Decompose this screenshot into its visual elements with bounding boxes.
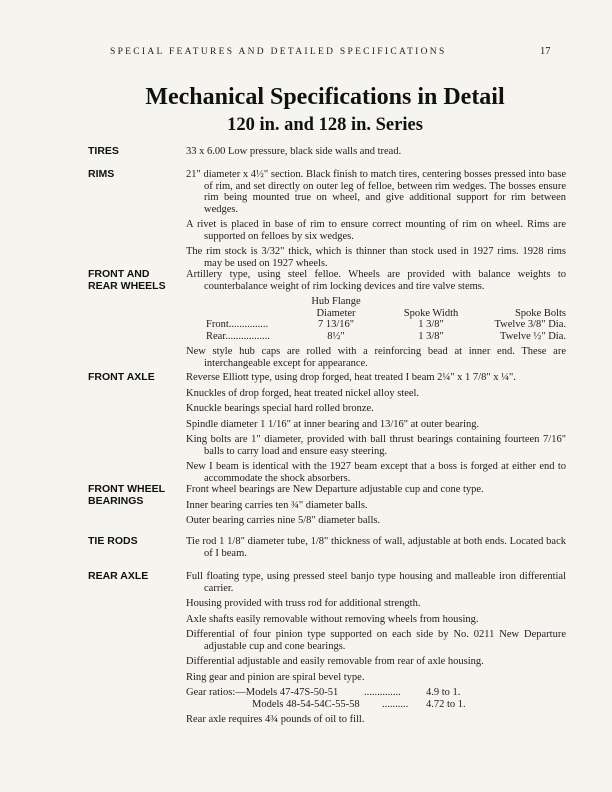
leader-dots: ............... <box>228 319 269 330</box>
section-label: TIE RODS <box>88 535 138 547</box>
table-row <box>186 319 566 331</box>
page-subtitle: 120 in. and 128 in. Series <box>227 115 423 135</box>
section-label: REAR AXLE <box>88 570 149 582</box>
section-label: TIRES <box>88 145 119 157</box>
paragraph: A rivet is placed in base of rim to ensure correct mounting of rim on wheel. Rims are supported on felloes by six wedges. <box>186 219 566 242</box>
cell-spoke-bolts: Twelve ½" Dia. <box>500 330 566 342</box>
section-body <box>186 169 566 273</box>
paragraph: Differential of four pinion type supported on each side by No. 0211 New Departure adjustable cup and cone bearings. <box>186 629 566 652</box>
hub-flange-table <box>186 296 566 342</box>
paragraph: Knuckles of drop forged, heat treated nickel alloy steel. <box>186 387 420 399</box>
paragraph: Housing provided with truss rod for additional strength. <box>186 598 421 609</box>
section-body <box>186 571 566 730</box>
leader-dots: .......... <box>382 698 409 710</box>
table-header-row <box>186 308 566 320</box>
paragraph: New I beam is identical with the 1927 beam except that a boss is forged at either end to accommodate the shock absorbers. <box>186 461 566 484</box>
paragraph: 21" diameter x 4½" section. Black finish to match tires, centering bosses pressed into base of rim, and set directly on outer leg of felloe, between rim wedges. The bosses ensure rim being mounted true on wheel, and give additional support for rim between wedges. <box>186 169 566 215</box>
paragraph: Tie rod 1 1/8" diameter tube, 1/8" thickness of wall, adjustable at both ends. Located back of I beam. <box>186 536 566 559</box>
paragraph: Front wheel bearings are New Departure adjustable cup and cone type. <box>186 484 484 495</box>
table-row <box>186 331 566 343</box>
section-body <box>186 372 566 488</box>
table-header-row <box>186 296 566 308</box>
section-label: RIMS <box>88 168 115 180</box>
cell-spoke-width: 1 3/8" <box>418 330 444 342</box>
paragraph: Knuckle bearings special hard rolled bronze. <box>186 403 374 414</box>
paragraph: Differential adjustable and easily removable from rear of axle housing. <box>186 656 484 667</box>
leader-dots: ................. <box>225 330 270 342</box>
paragraph: Outer bearing carries nine 5/8" diameter balls. <box>186 515 381 526</box>
column-header-spoke-width: Spoke Width <box>403 307 459 319</box>
gear-ratio-line <box>186 699 566 711</box>
cell-diameter: 7 13/16" <box>317 319 355 330</box>
section-label: FRONT AXLE <box>88 371 155 383</box>
paragraph: Rear axle requires 4¾ pounds of oil to fill. <box>186 714 365 725</box>
paragraph: Inner bearing carries ten ¾" diameter balls. <box>186 499 368 511</box>
section-body <box>186 269 566 373</box>
column-header-spoke-bolts: Spoke Bolts <box>514 307 566 319</box>
paragraph: Full floating type, using pressed steel banjo type housing and malleable iron differential carrier. <box>186 571 566 594</box>
leader-dots: .............. <box>364 687 401 698</box>
paragraph: Artillery type, using steel felloe. Wheels are provided with balance weights to counterbalance weight of rim locking devices and tire valve stems. <box>186 269 566 292</box>
gear-ratio-lead: Gear ratios:—Models 47-47S-50-51 <box>186 687 339 698</box>
paragraph: Ring gear and pinion are spiral bevel type. <box>186 671 365 683</box>
cell-diameter: 8½" <box>327 330 345 342</box>
paragraph: Spindle diameter 1 1/16" at inner bearing and 13/16" at outer bearing. <box>186 418 480 430</box>
section-body <box>186 484 566 531</box>
column-header-diameter: Diameter <box>316 307 356 319</box>
gear-ratio-value: 4.72 to 1. <box>426 698 466 710</box>
cell-spoke-width: 1 3/8" <box>418 319 444 330</box>
row-name: Front <box>206 319 229 330</box>
cell-spoke-bolts: Twelve 3/8" Dia. <box>494 319 566 330</box>
paragraph: King bolts are 1" diameter, provided with ball thrust bearings containing fourteen 7/16" balls to carry load and ensure easy steering. <box>186 434 566 457</box>
section-body <box>186 536 566 563</box>
page-number: 17 <box>540 46 551 57</box>
paragraph: Axle shafts easily removable without removing wheels from housing. <box>186 613 479 625</box>
gear-ratio-value: 4.9 to 1. <box>426 687 461 698</box>
paragraph: New style hub caps are rolled with a reinforcing bead at inner end. These are interchangeable except for appearance. <box>186 346 566 369</box>
gear-ratio-line <box>186 687 566 699</box>
section-label: FRONT WHEEL BEARINGS <box>88 483 165 507</box>
paragraph: Reverse Elliott type, using drop forged, heat treated I beam 2¼" x 1 7/8" x ¼". <box>186 372 516 383</box>
paragraph: 33 x 6.00 Low pressure, black side walls and tread. <box>186 146 402 157</box>
row-name: Rear <box>206 330 226 342</box>
column-header-hub-flange: Hub Flange <box>311 296 361 307</box>
running-head: SPECIAL FEATURES AND DETAILED SPECIFICATIONS <box>110 47 447 57</box>
paragraph: The rim stock is 3/32" thick, which is thinner than stock used in 1927 rims. 1928 rims may be used on 1927 wheels. <box>186 246 566 269</box>
gear-ratio-lead: Models 48-54-54C-55-58 <box>252 698 360 710</box>
page-title: Mechanical Specifications in Detail <box>145 84 505 110</box>
section-label: FRONT AND REAR WHEELS <box>88 268 166 292</box>
section-body <box>186 146 566 162</box>
